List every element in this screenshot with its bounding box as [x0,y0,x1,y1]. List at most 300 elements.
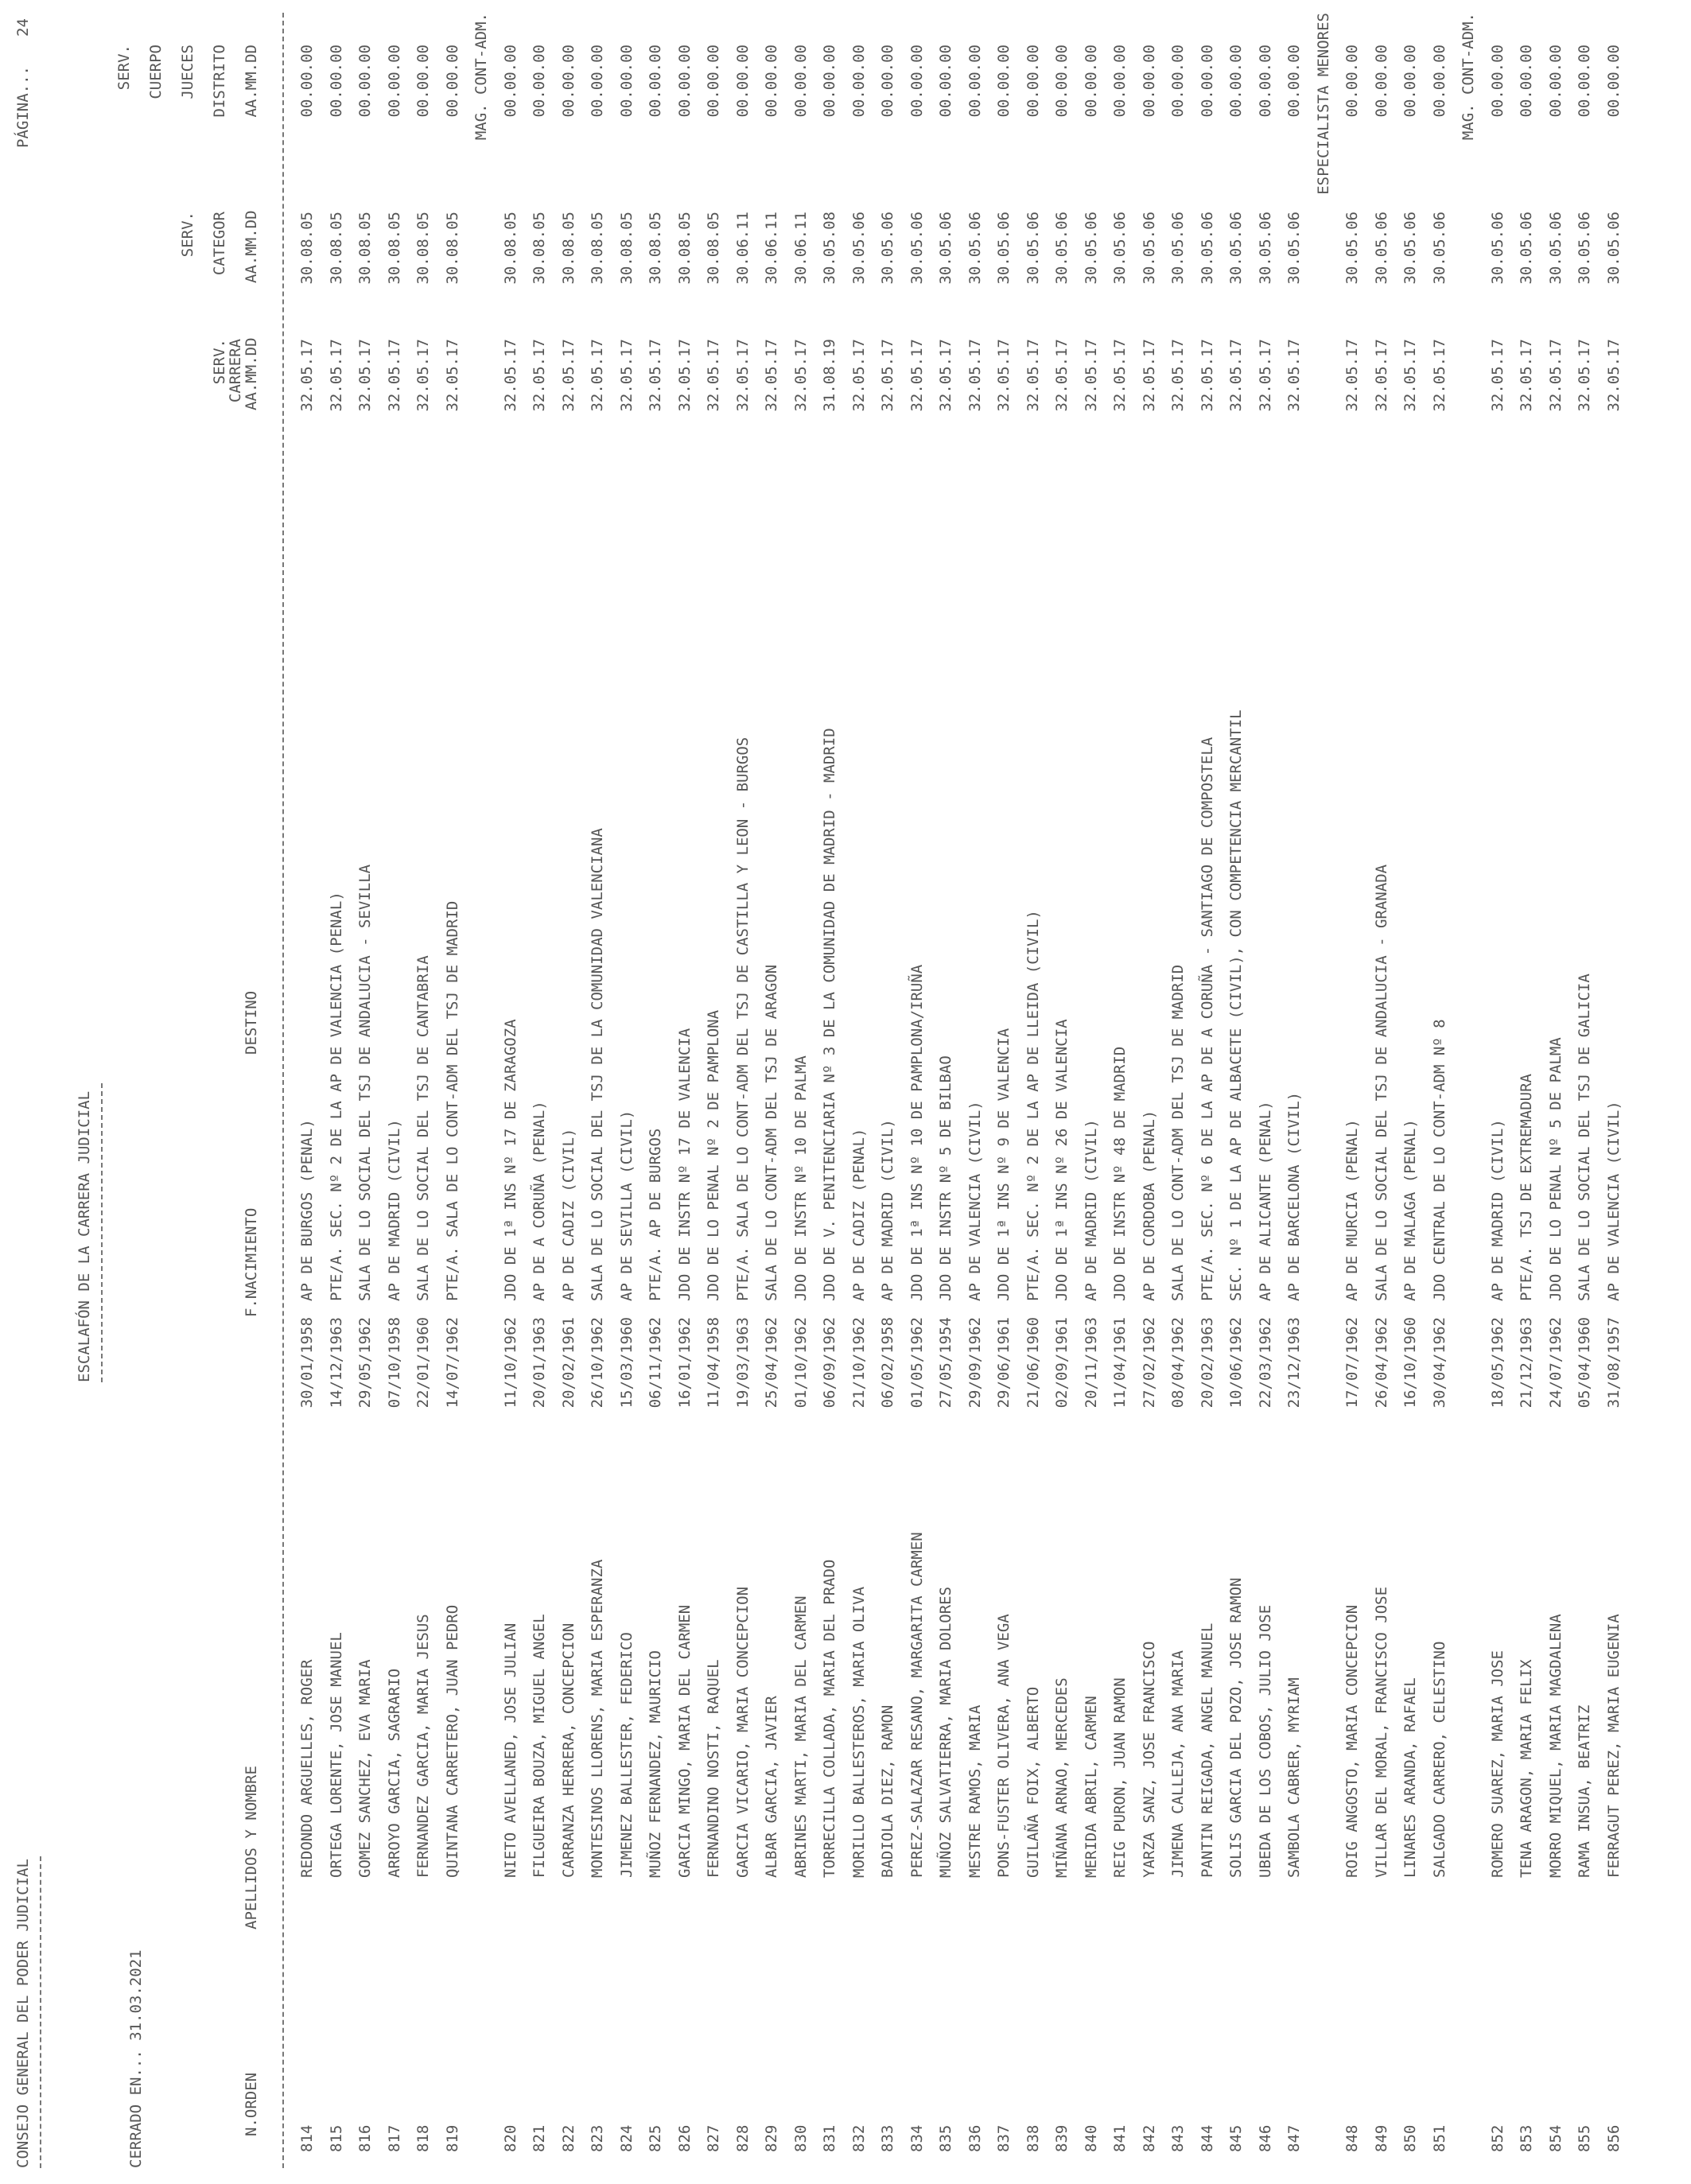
rank-cell: 834 [908,2124,926,2152]
name-cell: BADIOLA DIEZ, RAMON [879,1704,896,1878]
carrera-cell: 31.08.19 [821,339,838,412]
destination-cell: JDO DE INSTR Nº 10 DE PALMA [791,1055,810,1301]
rank-cell: 855 [1576,2124,1593,2152]
name-cell: MESTRE RAMOS, MARIA [966,1704,984,1878]
rank-cell: 822 [559,2124,577,2152]
rank-cell: 833 [879,2124,896,2152]
distrito-cell: 00.00.00 [733,45,752,118]
destination-cell: PTE/A. SEC. Nº 2 DE LA AP DE VALENCIA (PENAL) [327,892,345,1301]
name-cell: GUILAÑA FOIX, ALBERTO [1024,1686,1042,1878]
carrera-cell: 32.05.17 [675,339,694,412]
categoria-cell: 30.08.05 [501,212,519,285]
rank-cell: 837 [995,2124,1013,2152]
destination-cell: SALA DE LO SOCIAL DEL TSJ DE GALICIA [1576,973,1593,1301]
rank-cell: 853 [1518,2124,1535,2152]
carrera-cell: 32.05.17 [1082,339,1100,412]
carrera-cell: 32.05.17 [443,339,461,412]
birthdate-cell: 24/07/1962 [1546,1317,1565,1409]
distrito-cell: 00.00.00 [1430,45,1448,118]
rank-cell: 856 [1604,2124,1623,2152]
rank-cell: 846 [1256,2124,1274,2152]
group-subheader: MAG. CONT-ADM. [472,13,490,141]
name-cell: RAMA INSUA, BEATRIZ [1576,1704,1593,1878]
birthdate-cell: 21/06/1960 [1024,1317,1042,1409]
name-cell: REDONDO ARGUELLES, ROGER [298,1659,316,1878]
rank-cell: 826 [675,2124,694,2152]
table-row [1605,0,1634,2184]
destination-cell: SALA DE LO SOCIAL DEL TSJ DE CANTABRIA [414,955,432,1301]
categoria-cell: 30.08.05 [356,212,374,285]
categoria-cell: 30.08.05 [675,212,694,285]
col-categor-1: SERV. [179,212,196,258]
name-cell: LINARES ARANDA, RAFAEL [1401,1677,1419,1878]
distrito-cell: 00.00.00 [1024,45,1042,118]
categoria-cell: 30.05.06 [1430,212,1448,285]
carrera-cell: 32.05.17 [1169,339,1187,412]
categoria-cell: 30.06.11 [733,212,752,285]
carrera-cell: 32.05.17 [1430,339,1448,412]
document-title: ESCALAFÓN DE LA CARRERA JUDICIAL [76,1090,93,1382]
destination-cell: SALA DE LO SOCIAL DEL TSJ DE LA COMUNIDAD VALENCIANA [589,828,606,1301]
rank-cell: 843 [1169,2124,1187,2152]
org-title: CONSEJO GENERAL DEL PODER JUDICIAL [14,1859,32,2168]
name-cell: PEREZ-SALAZAR RESANO, MARGARITA CARMEN [908,1532,926,1878]
table-row [618,0,647,2184]
destination-cell: SALA DE LO SOCIAL DEL TSJ DE ANDALUCIA - GRANADA [1372,864,1390,1301]
carrera-cell: 32.05.17 [763,339,780,412]
birthdate-cell: 21/10/1962 [849,1317,868,1409]
carrera-cell: 32.05.17 [705,339,722,412]
birthdate-cell: 06/09/1962 [821,1317,838,1409]
destination-cell: AP DE MADRID (CIVIL) [1488,1119,1506,1301]
destination-cell: AP DE A CORUÑA (PENAL) [531,1101,548,1301]
carrera-cell: 32.05.17 [879,339,896,412]
destination-cell: AP DE CADIZ (PENAL) [849,1128,868,1301]
birthdate-cell: 17/07/1962 [1343,1317,1361,1409]
name-cell: JIMENEZ BALLESTER, FEDERICO [617,1632,636,1878]
rank-cell: 814 [298,2124,316,2152]
birthdate-cell: 20/02/1963 [1198,1317,1216,1409]
categoria-cell: 30.05.06 [1024,212,1042,285]
destination-cell: JDO DE INSTR Nº 17 DE VALENCIA [675,1028,694,1301]
table-row [821,0,849,2184]
rank-cell: 847 [1285,2124,1303,2152]
distrito-cell: 00.00.00 [1256,45,1274,118]
categoria-cell: 30.05.06 [1111,212,1129,285]
distrito-cell: 00.00.00 [647,45,664,118]
table-row [647,0,675,2184]
rank-cell: 850 [1401,2124,1419,2152]
distrito-cell: 00.00.00 [298,45,316,118]
page-label: PÁGINA... [14,66,32,148]
distrito-cell: 00.00.00 [995,45,1013,118]
categoria-cell: 30.08.05 [559,212,577,285]
name-cell: ROIG ANGOSTO, MARIA CONCEPCION [1343,1604,1361,1878]
categoria-cell: 30.05.06 [937,212,954,285]
destination-cell: AP DE CADIZ (CIVIL) [559,1128,577,1301]
table-row [1257,0,1285,2184]
carrera-cell: 32.05.17 [1488,339,1506,412]
destination-cell: AP DE VALENCIA (CIVIL) [966,1101,984,1301]
rank-cell: 816 [356,2124,374,2152]
distrito-cell: 00.00.00 [821,45,838,118]
name-cell: REIG PURON, JUAN RAMON [1111,1677,1129,1878]
name-cell: MIÑANA ARNAO, MERCEDES [1053,1677,1071,1878]
carrera-cell: 32.05.17 [966,339,984,412]
name-cell: ARROYO GARCIA, SAGRARIO [385,1668,403,1878]
distrito-cell: 00.00.00 [327,45,345,118]
categoria-cell: 30.05.06 [1546,212,1565,285]
destination-cell: JDO DE LO PENAL Nº 5 DE PALMA [1546,1037,1565,1301]
destination-cell: JDO DE 1ª INS Nº 26 DE VALENCIA [1053,1019,1071,1301]
distrito-cell: 00.00.00 [1546,45,1565,118]
table-row [1083,0,1111,2184]
destination-cell: JDO DE 1ª INS Nº 17 DE ZARAGOZA [501,1019,519,1301]
rank-cell: 817 [385,2124,403,2152]
table-row [1285,0,1314,2184]
categoria-cell: 30.08.05 [414,212,432,285]
carrera-cell: 32.05.17 [559,339,577,412]
birthdate-cell: 20/01/1963 [531,1317,548,1409]
carrera-cell: 32.05.17 [1053,339,1071,412]
table-row [1547,0,1576,2184]
distrito-cell: 00.00.00 [1082,45,1100,118]
name-cell: FERNANDEZ GARCIA, MARIA JESUS [414,1614,432,1878]
name-cell: PONS-FUSTER OLIVERA, ANA VEGA [995,1614,1013,1878]
destination-cell: JDO DE V. PENITENCIARIA Nº 3 DE LA COMUNIDAD DE MADRID - MADRID [821,728,838,1301]
distrito-cell: 00.00.00 [849,45,868,118]
birthdate-cell: 05/04/1960 [1576,1317,1593,1409]
birthdate-cell: 07/10/1958 [385,1317,403,1409]
table-row [560,0,589,2184]
destination-cell: JDO CENTRAL DE LO CONT-ADM Nº 8 [1430,1019,1448,1301]
destination-cell: AP DE CORDOBA (PENAL) [1140,1109,1158,1301]
distrito-cell: 00.00.00 [589,45,606,118]
carrera-cell: 32.05.17 [531,339,548,412]
birthdate-cell: 10/06/1962 [1227,1317,1245,1409]
categoria-cell: 30.05.06 [966,212,984,285]
table-row [1169,0,1198,2184]
table-row [908,0,937,2184]
rank-cell: 824 [617,2124,636,2152]
birthdate-cell: 29/05/1962 [356,1317,374,1409]
col-nombre: APELLIDOS Y NOMBRE [243,1766,260,1929]
carrera-cell: 32.05.17 [647,339,664,412]
table-row [966,0,995,2184]
categoria-cell: 30.08.05 [298,212,316,285]
birthdate-cell: 16/01/1962 [675,1317,694,1409]
categoria-cell: 30.08.05 [705,212,722,285]
birthdate-cell: 27/02/1962 [1140,1317,1158,1409]
categoria-cell: 30.05.06 [1198,212,1216,285]
col-categor-2: CATEGOR [211,212,228,276]
table-row [1111,0,1140,2184]
birthdate-cell: 27/05/1954 [937,1317,954,1409]
distrito-cell: 00.00.00 [937,45,954,118]
name-cell: MONTESINOS LLORENS, MARIA ESPERANZA [589,1559,606,1878]
carrera-cell: 32.05.17 [1576,339,1593,412]
table-row [1518,0,1546,2184]
destination-cell: JDO DE INSTR Nº 5 DE BILBAO [937,1055,954,1301]
name-cell: CARRANZA HERRERA, CONCEPCION [559,1622,577,1878]
col-carrera-1: SERV. [211,339,228,385]
table-row [705,0,733,2184]
destination-cell: AP DE BARCELONA (CIVIL) [1285,1091,1303,1301]
birthdate-cell: 21/12/1963 [1518,1317,1535,1409]
destination-cell: JDO DE INSTR Nº 48 DE MADRID [1111,1046,1129,1301]
rank-cell: 819 [443,2124,461,2152]
group-subheader: ESPECIALISTA MENORES [1314,13,1332,195]
distrito-cell: 00.00.00 [705,45,722,118]
categoria-cell: 30.06.11 [791,212,810,285]
birthdate-cell: 02/09/1961 [1053,1317,1071,1409]
rank-cell: 836 [966,2124,984,2152]
destination-cell: AP DE SEVILLA (CIVIL) [617,1109,636,1301]
table-row [414,0,443,2184]
distrito-cell: 00.00.00 [791,45,810,118]
categoria-cell: 30.05.06 [1372,212,1390,285]
distrito-cell: 00.00.00 [908,45,926,118]
birthdate-cell: 22/03/1962 [1256,1317,1274,1409]
carrera-cell: 32.05.17 [995,339,1013,412]
name-cell: GOMEZ SANCHEZ, EVA MARIA [356,1659,374,1878]
birthdate-cell: 20/02/1961 [559,1317,577,1409]
carrera-cell: 32.05.17 [1285,339,1303,412]
categoria-cell: 30.06.11 [763,212,780,285]
birthdate-cell: 29/09/1962 [966,1317,984,1409]
col-carrera-2: CARRERA [227,339,244,403]
rank-cell: 830 [791,2124,810,2152]
carrera-cell: 32.05.17 [791,339,810,412]
categoria-cell: 30.05.06 [1604,212,1623,285]
carrera-cell: 32.05.17 [937,339,954,412]
birthdate-cell: 23/12/1963 [1285,1317,1303,1409]
title-underline [101,1083,103,1382]
distrito-cell: 00.00.00 [1227,45,1245,118]
rank-cell: 828 [733,2124,752,2152]
distrito-cell: 00.00.00 [1372,45,1390,118]
table-row [734,0,763,2184]
table-row [589,0,617,2184]
col-orden: N.ORDEN [243,2072,260,2136]
categoria-cell: 30.05.06 [1227,212,1245,285]
birthdate-cell: 01/05/1962 [908,1317,926,1409]
table-row [1489,0,1518,2184]
carrera-cell: 32.05.17 [733,339,752,412]
birthdate-cell: 11/10/1962 [501,1317,519,1409]
destination-cell: AP DE VALENCIA (CIVIL) [1604,1101,1623,1301]
carrera-cell: 32.05.17 [1546,339,1565,412]
table-row [1053,0,1082,2184]
birthdate-cell: 16/10/1960 [1401,1317,1419,1409]
rank-cell: 844 [1198,2124,1216,2152]
table-row [1373,0,1401,2184]
table-row [386,0,414,2184]
distrito-cell: 00.00.00 [966,45,984,118]
distrito-cell: 00.00.00 [1111,45,1129,118]
distrito-cell: 00.00.00 [385,45,403,118]
destination-cell: PTE/A. SEC. Nº 6 DE LA AP DE A CORUÑA - SANTIAGO DE COMPOSTELA [1198,736,1216,1301]
carrera-cell: 32.05.17 [1372,339,1390,412]
name-cell: FERNANDINO NOSTI, RAQUEL [705,1659,722,1878]
destination-cell: SALA DE LO CONT-ADM DEL TSJ DE ARAGON [763,964,780,1301]
rank-cell: 854 [1546,2124,1565,2152]
header-divider [282,13,284,2168]
name-cell: MORILLO BALLESTEROS, MARIA OLIVA [849,1586,868,1878]
birthdate-cell: 26/04/1962 [1372,1317,1390,1409]
table-row [298,0,327,2184]
distrito-cell: 00.00.00 [1576,45,1593,118]
carrera-cell: 32.05.17 [1256,339,1274,412]
categoria-cell: 30.08.05 [385,212,403,285]
col-jueces-5: AA.MM.DD [243,45,260,118]
carrera-cell: 32.05.17 [1198,339,1216,412]
carrera-cell: 32.05.17 [589,339,606,412]
name-cell: YARZA SANZ, JOSE FRANCISCO [1140,1641,1158,1878]
destination-cell: SALA DE LO SOCIAL DEL TSJ DE ANDALUCIA - SEVILLA [356,864,374,1301]
carrera-cell: 32.05.17 [1518,339,1535,412]
rank-cell: 852 [1488,2124,1506,2152]
table-row [1401,0,1430,2184]
col-jueces-4: DISTRITO [211,45,228,118]
name-cell: JIMENA CALLEJA, ANA MARIA [1169,1650,1187,1878]
destination-cell: AP DE MADRID (CIVIL) [1082,1119,1100,1301]
rank-cell: 851 [1430,2124,1448,2152]
distrito-cell: 00.00.00 [501,45,519,118]
carrera-cell: 32.05.17 [298,339,316,412]
rank-cell: 825 [647,2124,664,2152]
categoria-cell: 30.05.06 [1518,212,1535,285]
destination-cell: PTE/A. SEC. Nº 2 DE LA AP DE LLEIDA (CIVIL) [1024,910,1042,1301]
carrera-cell: 32.05.17 [908,339,926,412]
birthdate-cell: 31/08/1957 [1604,1317,1623,1409]
birthdate-cell: 30/01/1958 [298,1317,316,1409]
birthdate-cell: 30/04/1962 [1430,1317,1448,1409]
rank-cell: 835 [937,2124,954,2152]
table-row [850,0,879,2184]
table-row [502,0,531,2184]
categoria-cell: 30.05.06 [1169,212,1187,285]
distrito-cell: 00.00.00 [1169,45,1187,118]
carrera-cell: 32.05.17 [1604,339,1623,412]
distrito-cell: 00.00.00 [763,45,780,118]
table-row [1141,0,1169,2184]
distrito-cell: 00.00.00 [356,45,374,118]
categoria-cell: 30.08.05 [647,212,664,285]
distrito-cell: 00.00.00 [879,45,896,118]
table-row [1227,0,1256,2184]
name-cell: GARCIA MINGO, MARIA DEL CARMEN [675,1604,694,1878]
carrera-cell: 32.05.17 [385,339,403,412]
table-row [792,0,821,2184]
carrera-cell: 32.05.17 [1024,339,1042,412]
destination-cell: JDO DE LO PENAL Nº 2 DE PAMPLONA [705,1009,722,1301]
table-row [1199,0,1227,2184]
categoria-cell: 30.05.06 [1343,212,1361,285]
rank-cell: 838 [1024,2124,1042,2152]
distrito-cell: 00.00.00 [1488,45,1506,118]
categoria-cell: 30.05.06 [1401,212,1419,285]
carrera-cell: 32.05.17 [1343,339,1361,412]
col-nacimiento: F.NACIMIENTO [243,1207,260,1317]
table-row [531,0,559,2184]
categoria-cell: 30.05.06 [849,212,868,285]
name-cell: TORRECILLA COLLADA, MARIA DEL PRADO [821,1559,838,1878]
name-cell: SALGADO CARRERO, CELESTINO [1430,1641,1448,1878]
col-categor-3: AA.MM.DD [243,210,260,283]
col-jueces-2: CUERPO [147,45,165,99]
rank-cell: 827 [705,2124,722,2152]
distrito-cell: 00.00.00 [414,45,432,118]
name-cell: PANTIN REIGADA, ANGEL MANUEL [1198,1622,1216,1878]
distrito-cell: 00.00.00 [1198,45,1216,118]
rank-cell: 818 [414,2124,432,2152]
name-cell: TENA ARAGON, MARIA FELIX [1518,1659,1535,1878]
categoria-cell: 30.05.06 [908,212,926,285]
rank-cell: 832 [849,2124,868,2152]
birthdate-cell: 06/11/1962 [647,1317,664,1409]
birthdate-cell: 26/10/1962 [589,1317,606,1409]
page-number: 24 [14,18,32,37]
group-subheader: MAG. CONT-ADM. [1460,13,1477,141]
birthdate-cell: 11/04/1961 [1111,1317,1129,1409]
destination-cell: PTE/A. SALA DE LO CONT-ADM DEL TSJ DE MADRID [443,900,461,1301]
destination-cell: JDO DE 1ª INS Nº 9 DE VALENCIA [995,1028,1013,1301]
name-cell: GARCIA VICARIO, MARIA CONCEPCION [733,1586,752,1878]
org-underline [40,1856,41,2168]
carrera-cell: 32.05.17 [849,339,868,412]
table-row [444,0,472,2184]
categoria-cell: 30.08.05 [531,212,548,285]
distrito-cell: 00.00.00 [1343,45,1361,118]
birthdate-cell: 25/04/1962 [763,1317,780,1409]
destination-cell: SALA DE LO CONT-ADM DEL TSJ DE MADRID [1169,964,1187,1301]
distrito-cell: 00.00.00 [531,45,548,118]
birthdate-cell: 08/04/1962 [1169,1317,1187,1409]
birthdate-cell: 18/05/1962 [1488,1317,1506,1409]
categoria-cell: 30.08.05 [327,212,345,285]
distrito-cell: 00.00.00 [1518,45,1535,118]
birthdate-cell: 14/12/1963 [327,1317,345,1409]
distrito-cell: 00.00.00 [1140,45,1158,118]
carrera-cell: 32.05.17 [1140,339,1158,412]
destination-cell: PTE/A. SALA DE LO CONT-ADM DEL TSJ DE CASTILLA Y LEON - BURGOS [733,736,752,1301]
categoria-cell: 30.05.06 [1082,212,1100,285]
name-cell: SOLIS GARCIA DEL POZO, JOSE RAMON [1227,1577,1245,1878]
table-row [763,0,791,2184]
col-carrera-3: AA.MM.DD [243,337,260,410]
destination-cell: SEC. Nº 1 DE LA AP DE ALBACETE (CIVIL), CON COMPETENCIA MERCANTIL [1227,709,1245,1301]
table-row [676,0,705,2184]
categoria-cell: 30.05.06 [1140,212,1158,285]
categoria-cell: 30.05.06 [879,212,896,285]
table-row [328,0,356,2184]
destination-cell: AP DE MALAGA (PENAL) [1401,1119,1419,1301]
closed-date: CERRADO EN... 31.03.2021 [127,1949,145,2168]
categoria-cell: 30.08.05 [589,212,606,285]
rank-cell: 845 [1227,2124,1245,2152]
destination-cell: PTE/A. AP DE BURGOS [647,1128,664,1301]
name-cell: ALBAR GARCIA, JAVIER [763,1696,780,1878]
rank-cell: 840 [1082,2124,1100,2152]
rank-cell: 849 [1372,2124,1390,2152]
categoria-cell: 30.05.06 [1256,212,1274,285]
table-row [879,0,908,2184]
birthdate-cell: 19/03/1963 [733,1317,752,1409]
carrera-cell: 32.05.17 [1227,339,1245,412]
categoria-cell: 30.08.05 [443,212,461,285]
rank-cell: 821 [531,2124,548,2152]
